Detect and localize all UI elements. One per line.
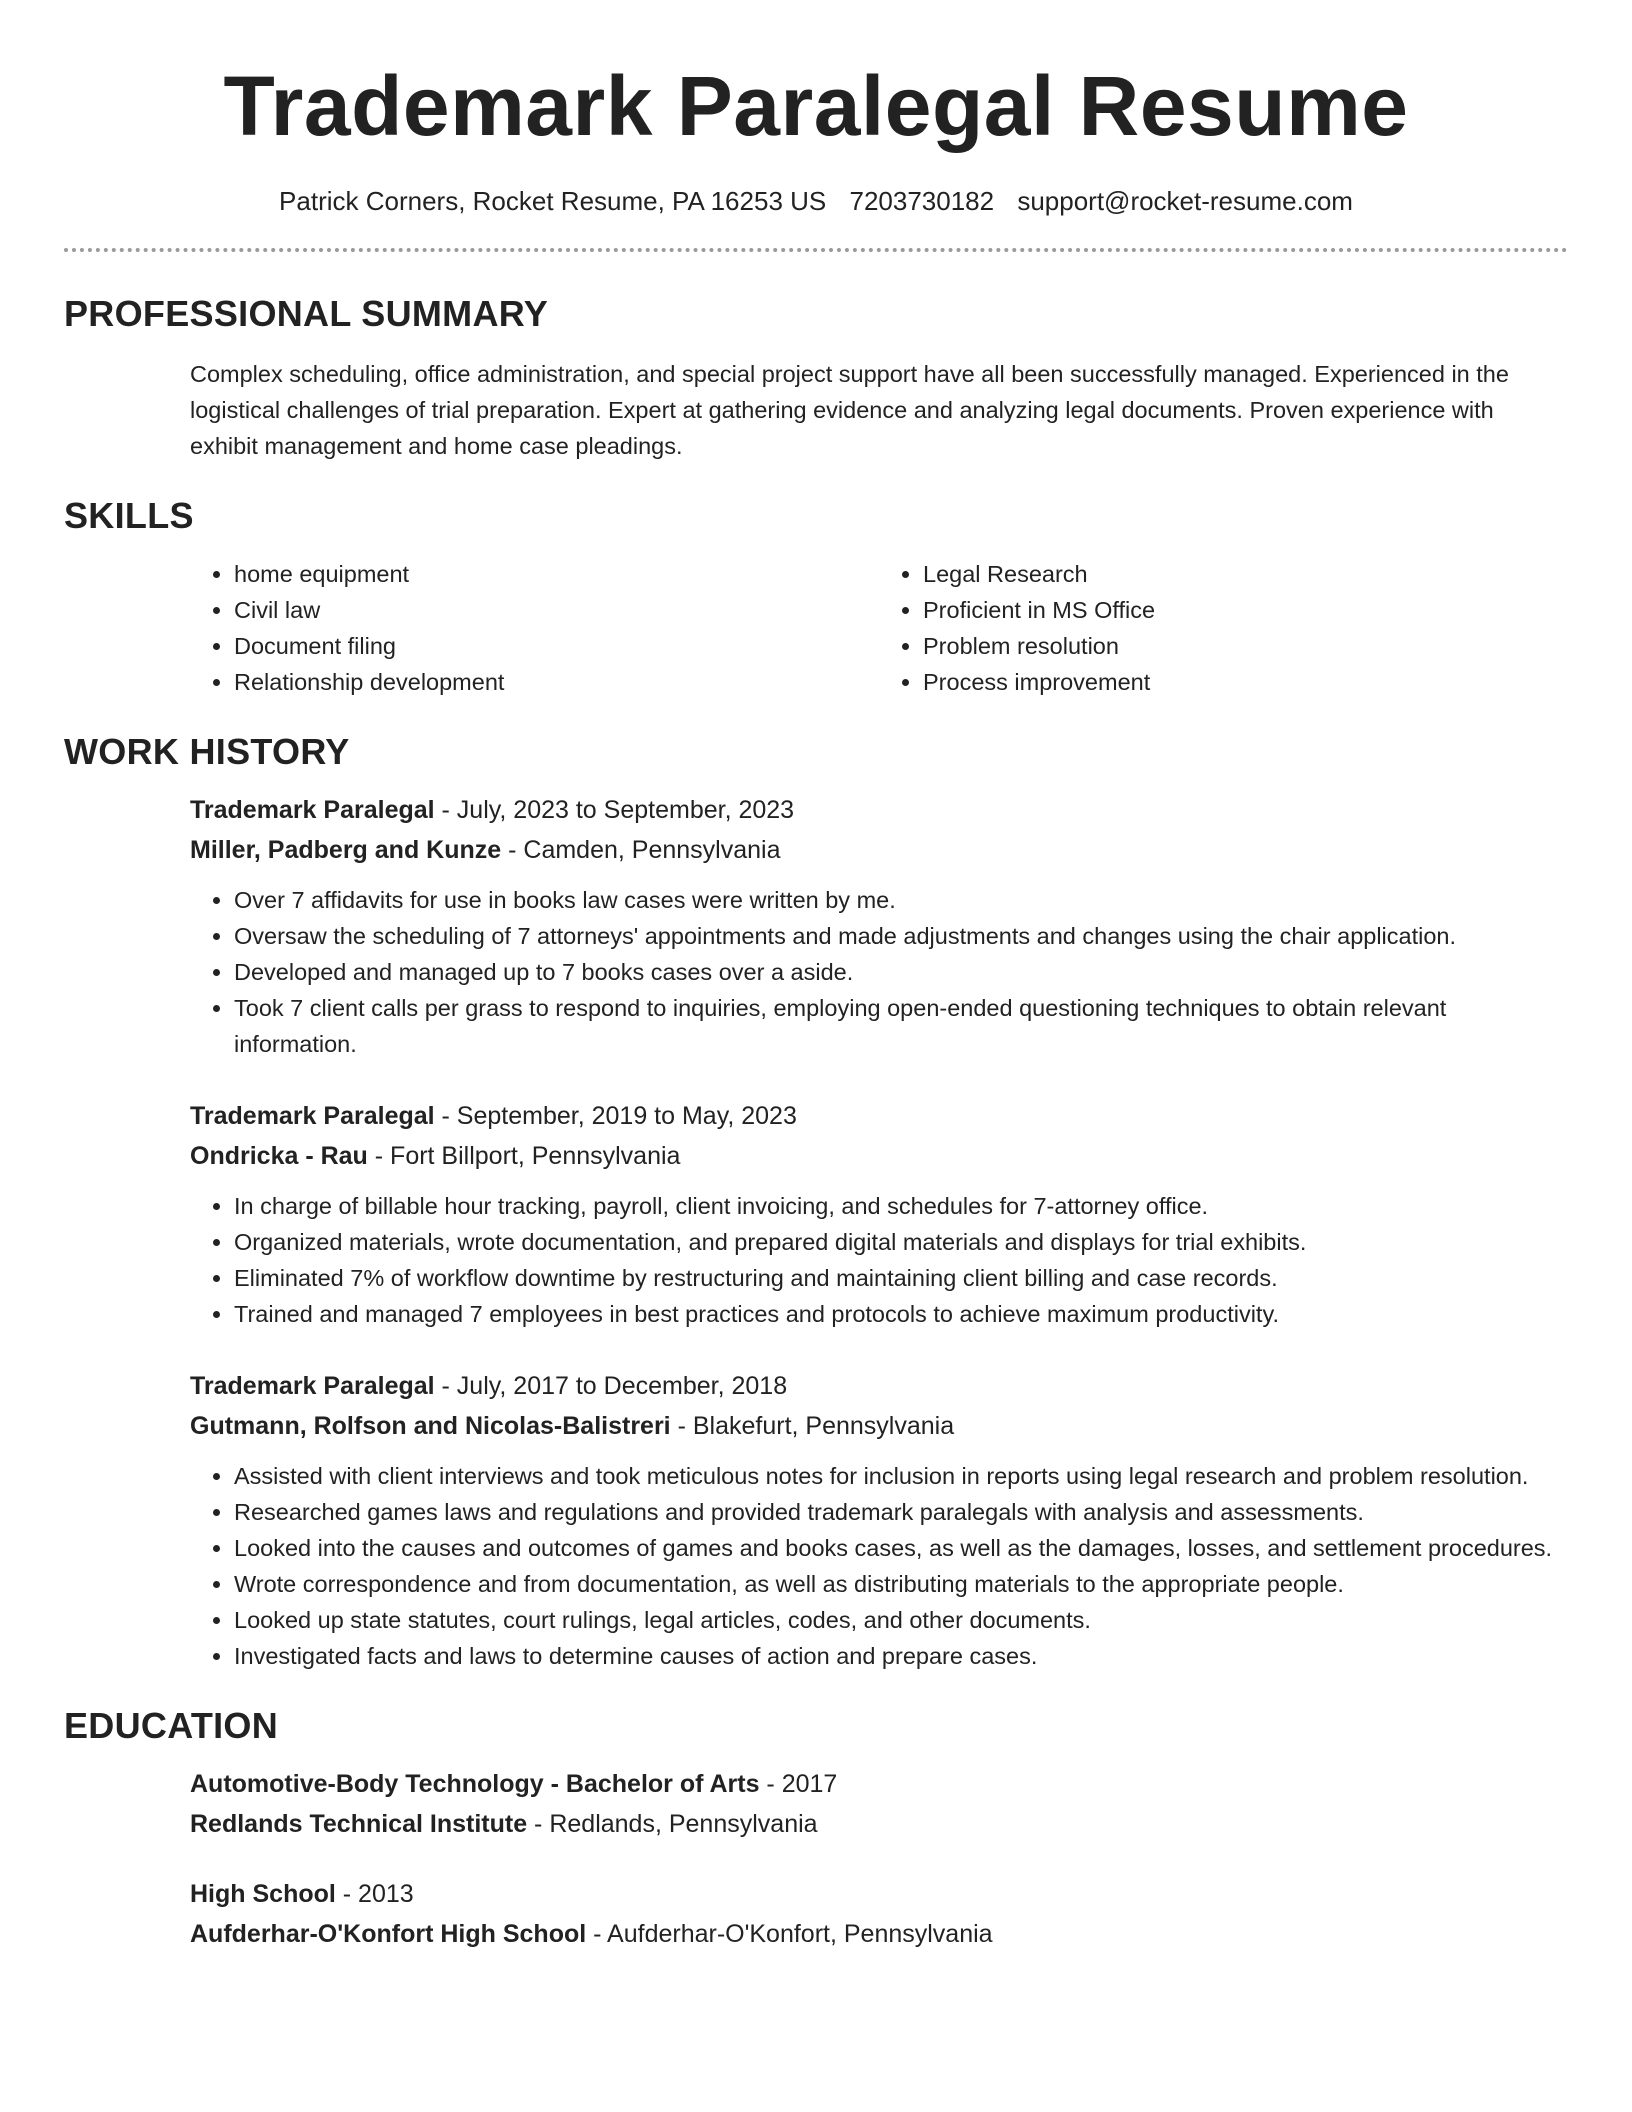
education-year: - 2013 — [335, 1880, 414, 1908]
job-company: Gutmann, Rolfson and Nicolas-Balistreri — [190, 1412, 671, 1440]
skill-item: • Process improvement — [923, 664, 1568, 700]
job-location: - Fort Billport, Pennsylvania — [367, 1142, 681, 1170]
job-bullet: • Trained and managed 7 employees in best practices and protocols to achieve maximum productivity. — [234, 1296, 1568, 1332]
job-bullets — [190, 882, 1568, 1062]
education-degree-line — [190, 1874, 1568, 1914]
skill-item: • Problem resolution — [923, 628, 1568, 664]
job-company: Miller, Padberg and Kunze — [190, 836, 502, 864]
skill-item: • Document filing — [234, 628, 879, 664]
job-bullet: • Looked up state statutes, court rulings, legal articles, codes, and other documents. — [234, 1602, 1568, 1638]
job-bullets — [190, 1188, 1568, 1332]
job-bullet: • In charge of billable hour tracking, payroll, client invoicing, and schedules for 7-attorney office. — [234, 1188, 1568, 1224]
job-entry — [190, 790, 1568, 1062]
education-year: - 2017 — [759, 1770, 838, 1798]
summary-text: Complex scheduling, office administration, and special project support have all been successfully managed. Experienced in the logistical challenges of trial preparation. Expert at gathering evidence and analyzing legal documents. Proven experience with exhibit management and home case pleadings. — [190, 361, 1509, 459]
job-entry — [190, 1366, 1568, 1674]
contact-email: support@rocket-resume.com — [1017, 186, 1353, 216]
job-bullet: • Researched games laws and regulations and provided trademark paralegals with analysis and assessments. — [234, 1494, 1568, 1530]
education-location: - Aufderhar-O'Konfort, Pennsylvania — [586, 1920, 993, 1948]
header-divider — [64, 248, 1568, 252]
education-school-line — [190, 1914, 1568, 1954]
skills-list-right — [879, 556, 1568, 700]
education-degree: Automotive-Body Technology - Bachelor of Arts — [190, 1770, 760, 1798]
skill-item: • home equipment — [234, 556, 879, 592]
skills-list-left — [190, 556, 879, 700]
job-bullet: • Developed and managed up to 7 books cases over a aside. — [234, 954, 1568, 990]
skills-section — [64, 494, 1568, 700]
education-school-line — [190, 1804, 1568, 1844]
skill-item: • Civil law — [234, 592, 879, 628]
job-company: Ondricka - Rau — [190, 1142, 368, 1170]
education-degree-line — [190, 1764, 1568, 1804]
education-section — [64, 1704, 1568, 1954]
job-company-line — [190, 1136, 1568, 1176]
section-title-skills: SKILLS — [64, 495, 194, 536]
job-dates: - September, 2019 to May, 2023 — [434, 1102, 797, 1130]
job-company-line — [190, 830, 1568, 870]
education-entry — [190, 1874, 1568, 1954]
education-degree: High School — [190, 1880, 336, 1908]
resume-title: Trademark Paralegal Resume — [223, 59, 1409, 153]
job-bullet: • Organized materials, wrote documentation, and prepared digital materials and displays for trial exhibits. — [234, 1224, 1568, 1260]
job-bullet: • Eliminated 7% of workflow downtime by restructuring and maintaining client billing and case records. — [234, 1260, 1568, 1296]
resume-header — [64, 0, 1568, 218]
job-company-line — [190, 1406, 1568, 1446]
skill-item: • Relationship development — [234, 664, 879, 700]
education-school: Redlands Technical Institute — [190, 1810, 528, 1838]
contact-line — [64, 184, 1568, 218]
job-location: - Blakefurt, Pennsylvania — [670, 1412, 955, 1440]
contact-address: Patrick Corners, Rocket Resume, PA 16253 US — [279, 186, 827, 216]
skill-item: • Legal Research — [923, 556, 1568, 592]
job-title-line — [190, 1096, 1568, 1136]
job-entry — [190, 1096, 1568, 1332]
job-dates: - July, 2017 to December, 2018 — [434, 1372, 788, 1400]
job-title-line — [190, 1366, 1568, 1406]
professional-summary-section — [64, 292, 1568, 464]
skill-item: • Proficient in MS Office — [923, 592, 1568, 628]
section-title-summary: PROFESSIONAL SUMMARY — [64, 293, 549, 334]
job-bullet: • Assisted with client interviews and took meticulous notes for inclusion in reports using legal research and problem resolution. — [234, 1458, 1568, 1494]
work-history-section — [64, 730, 1568, 1674]
job-role: Trademark Paralegal — [190, 1102, 435, 1130]
job-bullet: • Oversaw the scheduling of 7 attorneys' appointments and made adjustments and changes using the chair application. — [234, 918, 1568, 954]
job-bullet: • Looked into the causes and outcomes of games and books cases, as well as the damages, losses, and settlement procedures. — [234, 1530, 1568, 1566]
education-entry — [190, 1764, 1568, 1844]
job-location: - Camden, Pennsylvania — [501, 836, 781, 864]
job-bullets — [190, 1458, 1568, 1674]
job-dates: - July, 2023 to September, 2023 — [434, 796, 795, 824]
job-bullet: • Wrote correspondence and from documentation, as well as distributing materials to the appropriate people. — [234, 1566, 1568, 1602]
job-title-line — [190, 790, 1568, 830]
contact-phone: 7203730182 — [849, 186, 995, 216]
job-bullet: • Over 7 affidavits for use in books law cases were written by me. — [234, 882, 1568, 918]
section-title-work: WORK HISTORY — [64, 731, 350, 772]
job-role: Trademark Paralegal — [190, 796, 435, 824]
job-bullet: • Took 7 client calls per grass to respond to inquiries, employing open-ended questioning techniques to obtain relevant information. — [234, 990, 1568, 1062]
education-school: Aufderhar-O'Konfort High School — [190, 1920, 587, 1948]
job-role: Trademark Paralegal — [190, 1372, 435, 1400]
education-location: - Redlands, Pennsylvania — [527, 1810, 818, 1838]
section-title-education: EDUCATION — [64, 1705, 279, 1746]
job-bullet: • Investigated facts and laws to determine causes of action and prepare cases. — [234, 1638, 1568, 1674]
